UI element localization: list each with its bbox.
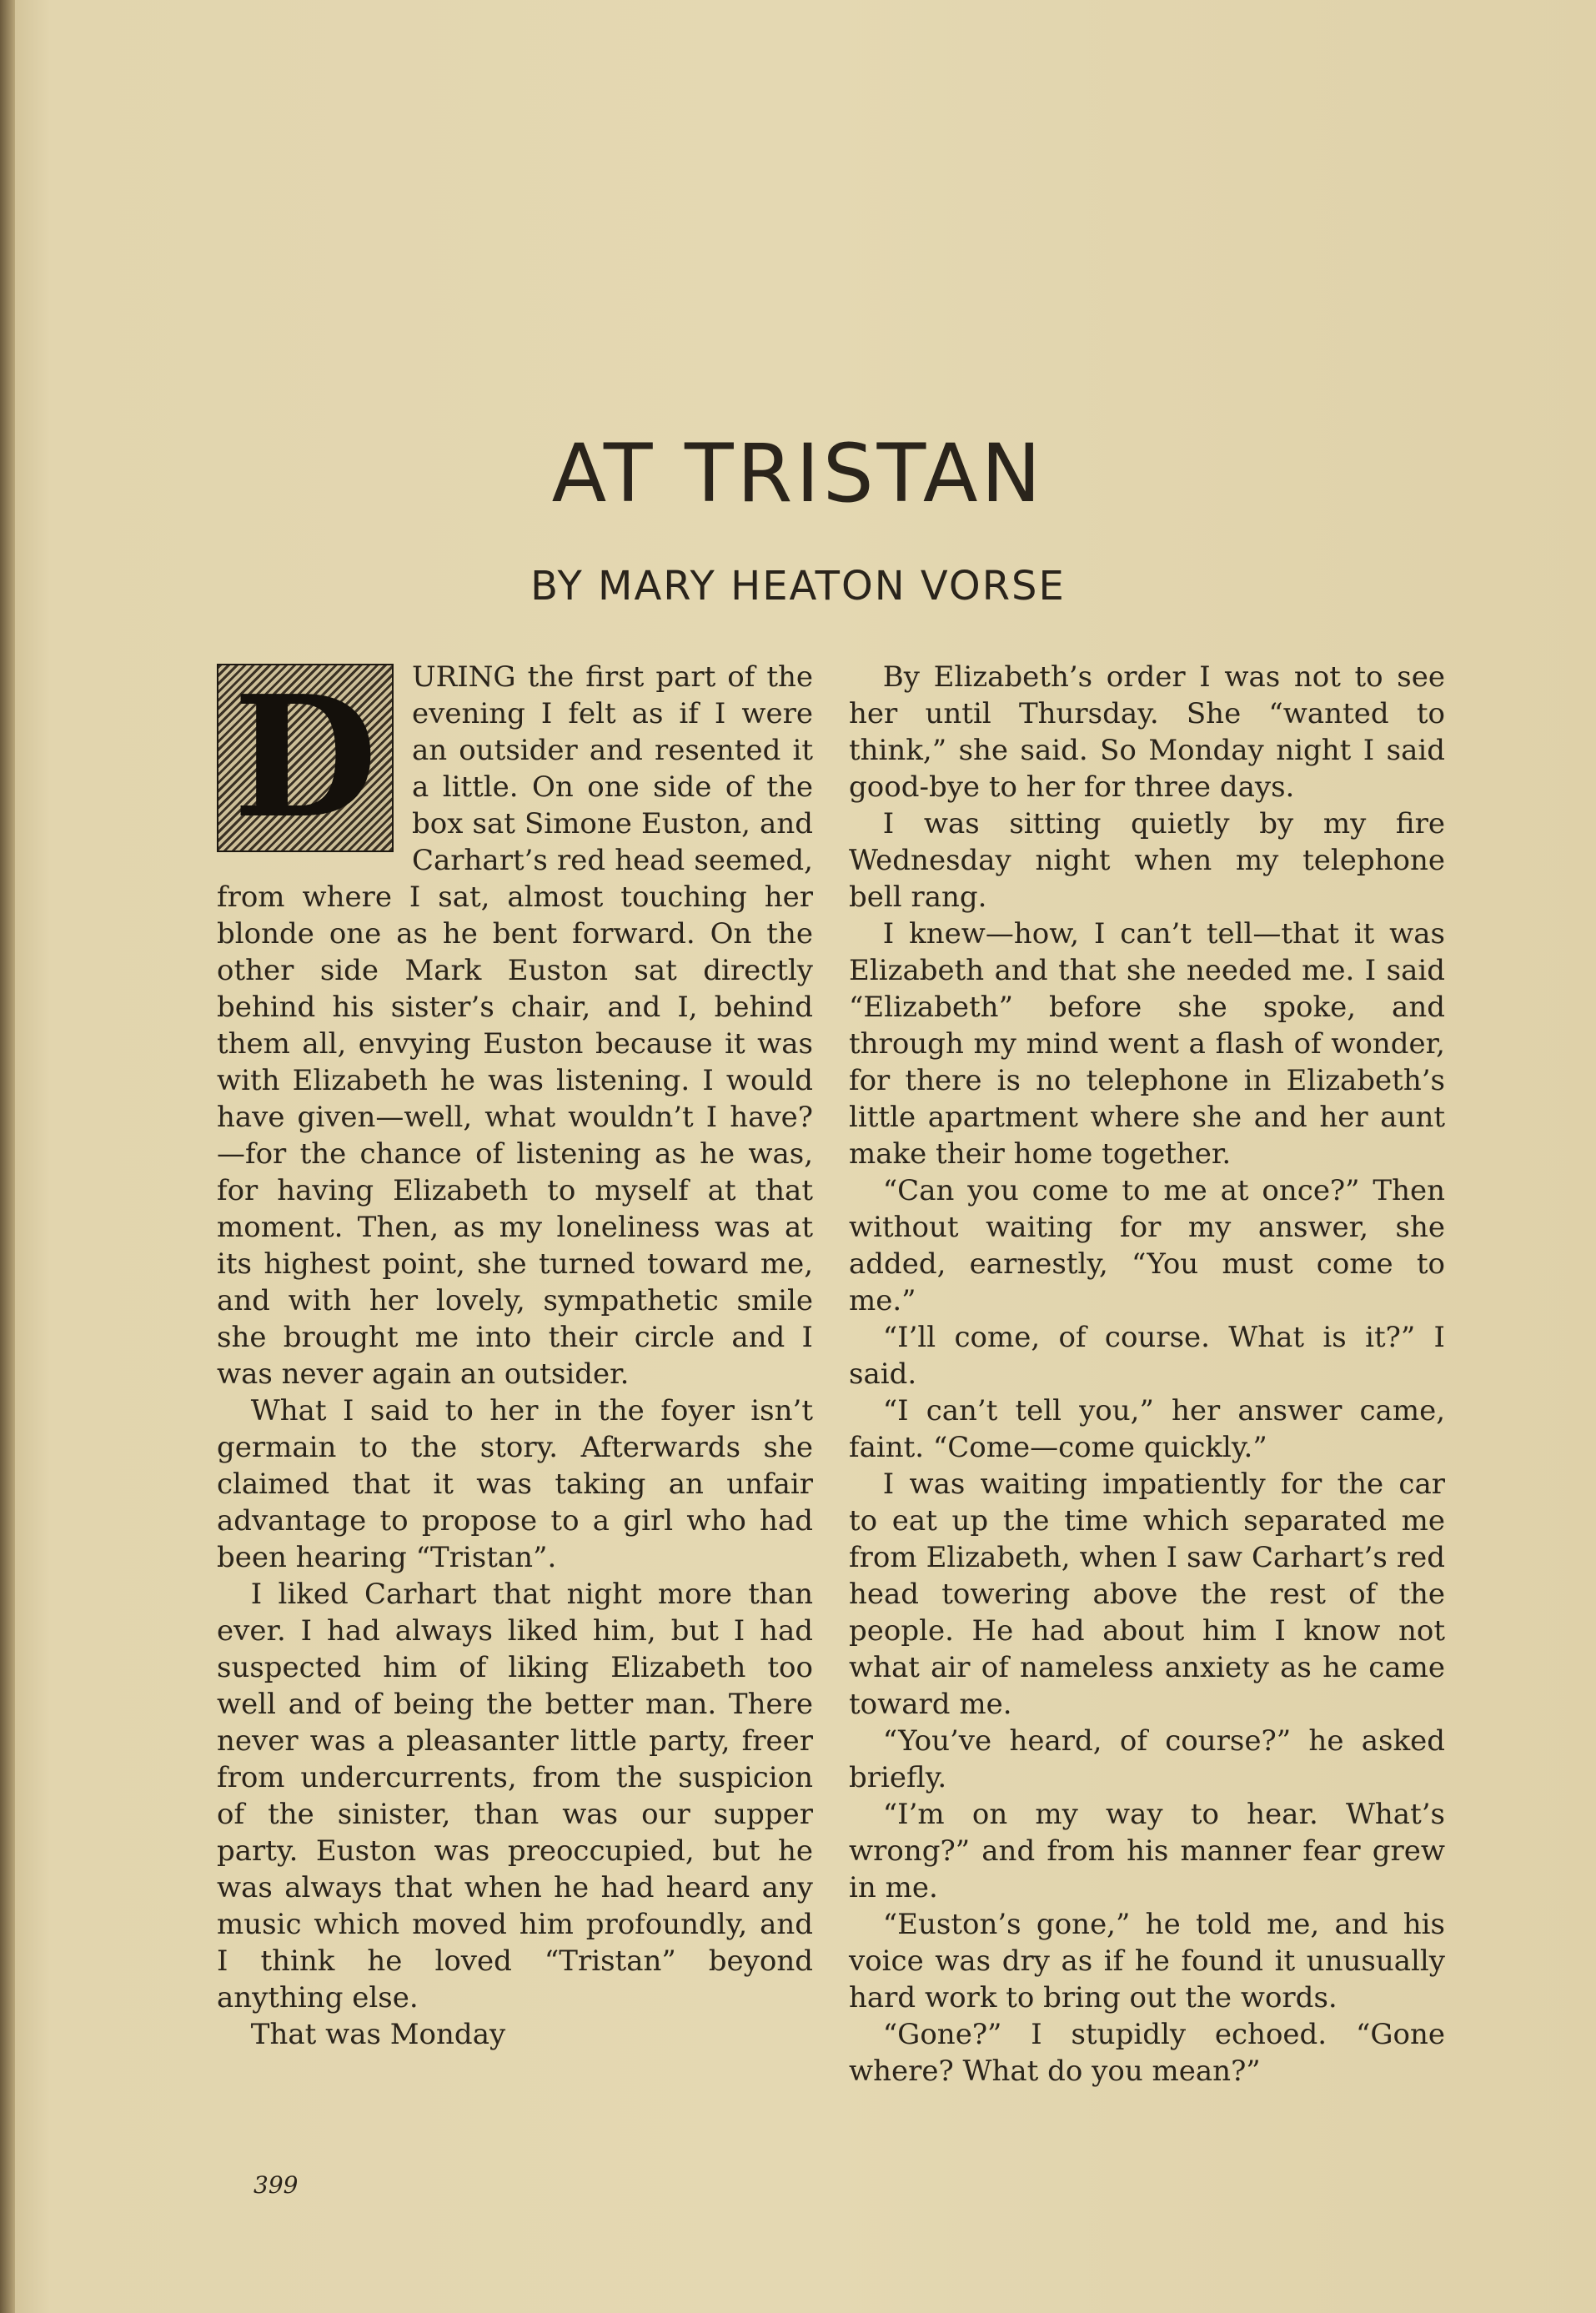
paragraph: “I’m on my way to hear. What’s wrong?” and from his manner fear grew in me. xyxy=(849,1798,1445,1904)
book-spine-shadow xyxy=(0,0,15,2313)
paragraph: “Euston’s gone,” he told me, and his voice was dry as if he found it unusually hard work to bring out the words. xyxy=(849,1908,1445,2014)
paragraph: I liked Carhart that night more than ever. I had always liked him, but I had suspected him of liking Elizabeth too well and of being the better man. There never was a pleasanter little party, freer from undercurrents, from the suspicion of the sinister, than was our supper party. Euston was preoccupied, but he was always that when he had heard any music which moved him profoundly, and I think he loved “Tristan” beyond anything else. xyxy=(217,1578,813,2014)
paragraph: I knew—how, I can’t tell—that it was Elizabeth and that she needed me. I said “Elizabeth” before she spoke, and through my mind went a flash of wonder, for there is no telephone in Elizabeth’s little apartment where she and her aunt make their home together. xyxy=(849,917,1445,1171)
paragraph: “You’ve heard, of course?” he asked briefly. xyxy=(849,1724,1445,1794)
paragraph: That was Monday xyxy=(250,2018,506,2051)
right-column xyxy=(849,659,1445,2090)
paragraph: I was waiting impatiently for the car to eat up the time which separated me from Elizabeth, when I saw Carhart’s red head towering above the rest of the people. He had about him I know not what air of nameless anxiety as he came toward me. xyxy=(849,1468,1445,1721)
opening-paragraph xyxy=(217,659,813,1392)
article-title: AT TRISTAN xyxy=(551,427,1045,520)
page-number: 399 xyxy=(253,2171,299,2199)
article-byline: BY MARY HEATON VORSE xyxy=(530,563,1066,610)
ornamental-drop-cap xyxy=(217,660,394,855)
paragraph: What I said to her in the foyer isn’t germain to the story. Afterwards she claimed that it was taking an unfair advantage to propose to a girl who had been hearing “Tristan”. xyxy=(217,1394,813,1574)
drop-cap-letter: D xyxy=(233,660,378,855)
paragraph-text: URING the first part of the evening I felt as if I were an outsider and resented it a little. On one side of the box sat Simone Euston, and Carhart’s red head seemed, from where I sat, almost touching her blonde one as he bent forward. On the other side Mark Euston sat directly behind his sister’s chair, and I, behind them all, envying Euston because it was with Elizabeth he was listening. I would have given—well, what wouldn’t I have?—for the chance of listening as he was, for having Elizabeth to myself at that moment. Then, as my loneliness was at its highest point, she turned toward me, and with her lovely, sympathetic smile she brought me into their circle and I was never again an outsider. xyxy=(217,660,813,1391)
paragraph: By Elizabeth’s order I was not to see her until Thursday. She “wanted to think,” she said. So Monday night I said good-bye to her for three days. xyxy=(849,660,1445,804)
paragraph: “I can’t tell you,” her answer came, faint. “Come—come quickly.” xyxy=(849,1394,1445,1464)
paragraph: “Gone?” I stupidly echoed. “Gone where? What do you mean?” xyxy=(849,2018,1445,2088)
paragraph: I was sitting quietly by my fire Wednesday night when my telephone bell rang. xyxy=(849,807,1445,914)
paragraph: “I’ll come, of course. What is it?” I said. xyxy=(849,1321,1445,1391)
left-column xyxy=(217,659,813,2053)
paragraph: “Can you come to me at once?” Then without waiting for my answer, she added, earnestly, “You must come to me.” xyxy=(849,1174,1445,1317)
